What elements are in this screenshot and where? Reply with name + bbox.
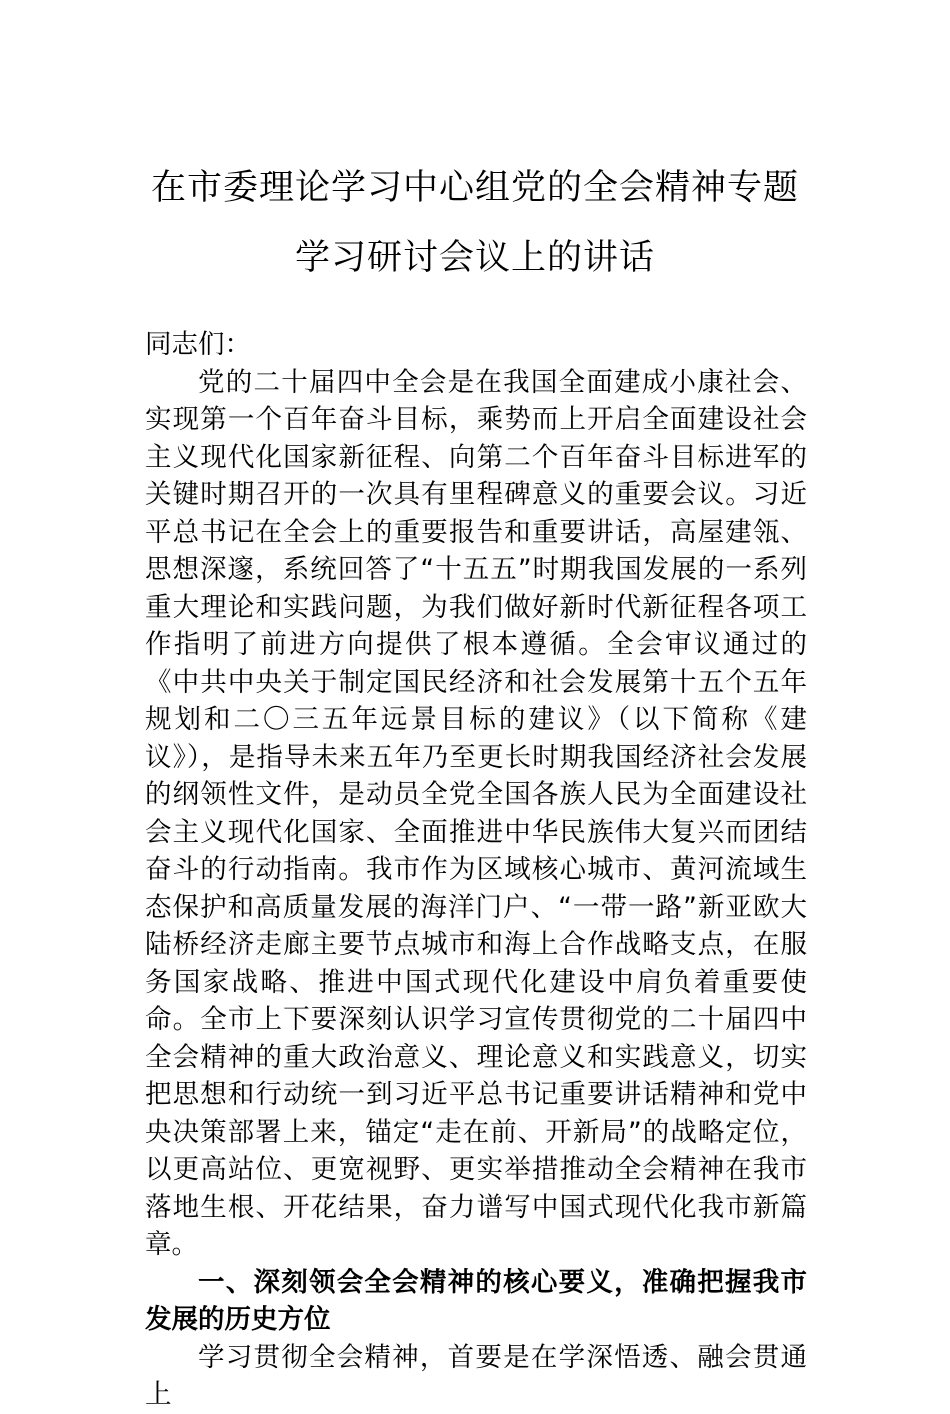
section-heading-1: 一、深刻领会全会精神的核心要义，准确把握我市发展的历史方位 xyxy=(145,1266,807,1335)
paragraph-1: 党的二十届四中全会是在我国全面建成小康社会、实现第一个百年奋斗目标，乘势而上开启全面建设社会主义现代化国家新征程、向第二个百年奋斗目标进军的关键时期召开的一次具有里程碑意义的重要会议。习近平总书记在全会上的重要报告和重要讲话，高屋建瓴、思想深邃，系统回答了“十五五”时期我国发展的一系列重大理论和实践问题，为我们做好新时代新征程各项工作指明了前进方向提供了根本遵循。全会审议通过的《中共中央关于制定国民经济和社会发展第十五个五年规划和二〇三五年远景目标的建议》（以下简称《建议》），是指导未来五年乃至更长时期我国经济社会发展的纲领性文件，是动员全党全国各族人民为全面建设社会主义现代化国家、全面推进中华民族伟大复兴而团结奋斗的行动指南。我市作为区域核心城市、黄河流域生态保护和高质量发展的海洋门户、“一带一路”新亚欧大陆桥经济走廊主要节点城市和海上合作战略支点，在服务国家战略、推进中国式现代化建设中肩负着重要使命。全市上下要深刻认识学习宣传贯彻党的二十届四中全会精神的重大政治意义、理论意义和实践意义，切实把思想和行动统一到习近平总书记重要讲话精神和党中央决策部署上来，锚定“走在前、开新局”的战略定位，以更高站位、更宽视野、更实举措推动全会精神在我市落地生根、开花结果，奋力谱写中国式现代化我市新篇章。 xyxy=(145,366,807,1260)
document-title-line-2: 学习研讨会议上的讲话 xyxy=(294,238,655,278)
document-title-line-1: 在市委理论学习中心组党的全会精神专题 xyxy=(150,168,799,208)
paragraph-2: 学习贯彻全会精神，首要是在学深悟透、融会贯通上 xyxy=(145,1341,807,1410)
document-body xyxy=(145,326,807,1414)
salutation: 同志们： xyxy=(145,329,251,360)
